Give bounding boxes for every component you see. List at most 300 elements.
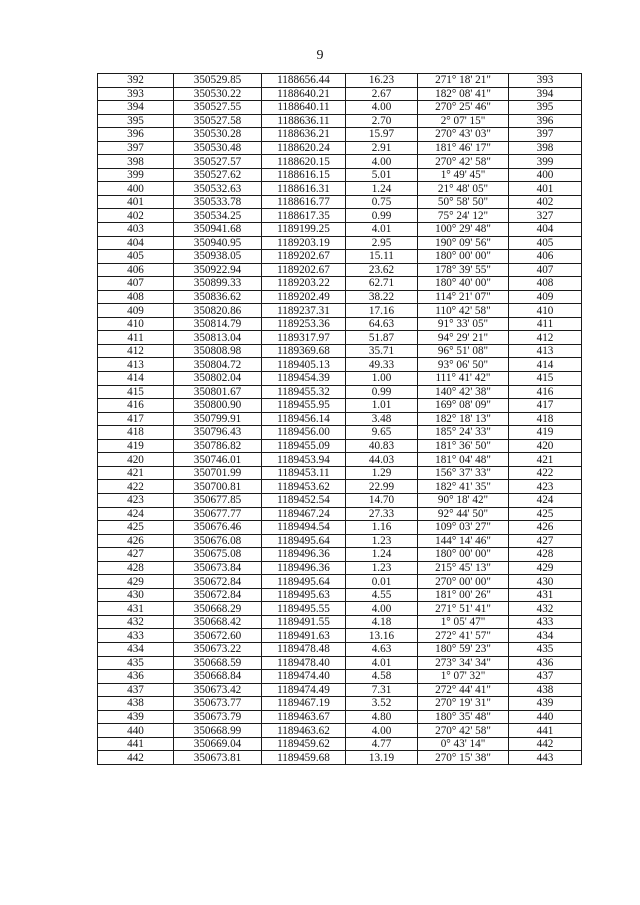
- point-number-cell: 407: [98, 277, 174, 291]
- y-coordinate-cell: 1189369.68: [262, 344, 346, 358]
- point-number-cell: 420: [98, 453, 174, 467]
- distance-cell: 4.00: [346, 101, 418, 115]
- point-number-cell: 436: [98, 670, 174, 684]
- y-coordinate-cell: 1189459.62: [262, 737, 346, 751]
- next-point-cell: 433: [509, 615, 582, 629]
- distance-cell: 4.77: [346, 737, 418, 751]
- bearing-cell: 182° 18' 13": [418, 412, 509, 426]
- next-point-cell: 436: [509, 656, 582, 670]
- distance-cell: 15.11: [346, 250, 418, 264]
- y-coordinate-cell: 1189452.54: [262, 493, 346, 507]
- y-coordinate-cell: 1189467.19: [262, 697, 346, 711]
- bearing-cell: 185° 24' 33": [418, 426, 509, 440]
- y-coordinate-cell: 1189455.09: [262, 439, 346, 453]
- bearing-cell: 114° 21' 07": [418, 290, 509, 304]
- distance-cell: 27.33: [346, 507, 418, 521]
- point-number-cell: 431: [98, 602, 174, 616]
- bearing-cell: 100° 29' 48": [418, 223, 509, 237]
- table-row: [98, 155, 582, 169]
- next-point-cell: 404: [509, 223, 582, 237]
- x-coordinate-cell: 350533.78: [174, 195, 262, 209]
- next-point-cell: 410: [509, 304, 582, 318]
- bearing-cell: 92° 44' 50": [418, 507, 509, 521]
- bearing-cell: 180° 35' 48": [418, 710, 509, 724]
- point-number-cell: 392: [98, 74, 174, 88]
- y-coordinate-cell: 1189456.14: [262, 412, 346, 426]
- y-coordinate-cell: 1189454.39: [262, 372, 346, 386]
- point-number-cell: 412: [98, 344, 174, 358]
- x-coordinate-cell: 350669.04: [174, 737, 262, 751]
- bearing-cell: 270° 25' 46": [418, 101, 509, 115]
- table-row: [98, 290, 582, 304]
- distance-cell: 2.67: [346, 87, 418, 101]
- point-number-cell: 433: [98, 629, 174, 643]
- next-point-cell: 412: [509, 331, 582, 345]
- table-row: [98, 399, 582, 413]
- bearing-cell: 1° 49' 45": [418, 168, 509, 182]
- x-coordinate-cell: 350814.79: [174, 317, 262, 331]
- bearing-cell: 144° 14' 46": [418, 534, 509, 548]
- point-number-cell: 404: [98, 236, 174, 250]
- y-coordinate-cell: 1189199.25: [262, 223, 346, 237]
- x-coordinate-cell: 350801.67: [174, 385, 262, 399]
- next-point-cell: 405: [509, 236, 582, 250]
- y-coordinate-cell: 1189463.62: [262, 724, 346, 738]
- x-coordinate-cell: 350701.99: [174, 466, 262, 480]
- y-coordinate-cell: 1189478.48: [262, 642, 346, 656]
- table-row: [98, 507, 582, 521]
- bearing-cell: 271° 18' 21": [418, 74, 509, 88]
- next-point-cell: 393: [509, 74, 582, 88]
- table-row: [98, 87, 582, 101]
- page-number: 9: [316, 48, 324, 63]
- distance-cell: 4.01: [346, 223, 418, 237]
- point-number-cell: 400: [98, 182, 174, 196]
- bearing-cell: 272° 44' 41": [418, 683, 509, 697]
- point-number-cell: 415: [98, 385, 174, 399]
- table-row: [98, 642, 582, 656]
- y-coordinate-cell: 1189495.55: [262, 602, 346, 616]
- next-point-cell: 434: [509, 629, 582, 643]
- y-coordinate-cell: 1188620.24: [262, 141, 346, 155]
- table-row: [98, 724, 582, 738]
- point-number-cell: 441: [98, 737, 174, 751]
- table-row: [98, 317, 582, 331]
- next-point-cell: 398: [509, 141, 582, 155]
- y-coordinate-cell: 1188616.15: [262, 168, 346, 182]
- bearing-cell: 190° 09' 56": [418, 236, 509, 250]
- next-point-cell: 431: [509, 588, 582, 602]
- y-coordinate-cell: 1189494.54: [262, 521, 346, 535]
- distance-cell: 2.95: [346, 236, 418, 250]
- table-row: [98, 588, 582, 602]
- table-row: [98, 263, 582, 277]
- y-coordinate-cell: 1189496.36: [262, 561, 346, 575]
- point-number-cell: 409: [98, 304, 174, 318]
- table-row: [98, 195, 582, 209]
- x-coordinate-cell: 350673.77: [174, 697, 262, 711]
- point-number-cell: 425: [98, 521, 174, 535]
- table-row: [98, 466, 582, 480]
- distance-cell: 51.87: [346, 331, 418, 345]
- y-coordinate-cell: 1189202.49: [262, 290, 346, 304]
- x-coordinate-cell: 350675.08: [174, 548, 262, 562]
- table-row: [98, 493, 582, 507]
- distance-cell: 3.52: [346, 697, 418, 711]
- table-row: [98, 236, 582, 250]
- next-point-cell: 437: [509, 670, 582, 684]
- y-coordinate-cell: 1189467.24: [262, 507, 346, 521]
- point-number-cell: 428: [98, 561, 174, 575]
- bearing-cell: 181° 46' 17": [418, 141, 509, 155]
- bearing-cell: 271° 51' 41": [418, 602, 509, 616]
- bearing-cell: 178° 39' 55": [418, 263, 509, 277]
- next-point-cell: 417: [509, 399, 582, 413]
- bearing-cell: 93° 06' 50": [418, 358, 509, 372]
- x-coordinate-cell: 350530.48: [174, 141, 262, 155]
- distance-cell: 14.70: [346, 493, 418, 507]
- next-point-cell: 395: [509, 101, 582, 115]
- x-coordinate-cell: 350673.22: [174, 642, 262, 656]
- next-point-cell: 397: [509, 128, 582, 142]
- y-coordinate-cell: 1189202.67: [262, 250, 346, 264]
- x-coordinate-cell: 350804.72: [174, 358, 262, 372]
- distance-cell: 1.23: [346, 561, 418, 575]
- distance-cell: 13.16: [346, 629, 418, 643]
- bearing-cell: 110° 42' 58": [418, 304, 509, 318]
- next-point-cell: 438: [509, 683, 582, 697]
- x-coordinate-cell: 350786.82: [174, 439, 262, 453]
- y-coordinate-cell: 1188616.77: [262, 195, 346, 209]
- point-number-cell: 393: [98, 87, 174, 101]
- distance-cell: 44.03: [346, 453, 418, 467]
- x-coordinate-cell: 350530.28: [174, 128, 262, 142]
- y-coordinate-cell: 1189203.19: [262, 236, 346, 250]
- x-coordinate-cell: 350813.04: [174, 331, 262, 345]
- distance-cell: 4.00: [346, 155, 418, 169]
- distance-cell: 5.01: [346, 168, 418, 182]
- y-coordinate-cell: 1189495.64: [262, 575, 346, 589]
- x-coordinate-cell: 350668.99: [174, 724, 262, 738]
- next-point-cell: 421: [509, 453, 582, 467]
- table-row: [98, 548, 582, 562]
- next-point-cell: 327: [509, 209, 582, 223]
- table-row: [98, 629, 582, 643]
- x-coordinate-cell: 350677.85: [174, 493, 262, 507]
- x-coordinate-cell: 350672.84: [174, 588, 262, 602]
- distance-cell: 4.80: [346, 710, 418, 724]
- next-point-cell: 426: [509, 521, 582, 535]
- x-coordinate-cell: 350672.60: [174, 629, 262, 643]
- distance-cell: 1.01: [346, 399, 418, 413]
- distance-cell: 1.16: [346, 521, 418, 535]
- table-row: [98, 209, 582, 223]
- next-point-cell: 411: [509, 317, 582, 331]
- x-coordinate-cell: 350668.59: [174, 656, 262, 670]
- point-number-cell: 396: [98, 128, 174, 142]
- table-row: [98, 331, 582, 345]
- next-point-cell: 415: [509, 372, 582, 386]
- next-point-cell: 409: [509, 290, 582, 304]
- y-coordinate-cell: 1189496.36: [262, 548, 346, 562]
- point-number-cell: 397: [98, 141, 174, 155]
- point-number-cell: 414: [98, 372, 174, 386]
- x-coordinate-cell: 350922.94: [174, 263, 262, 277]
- next-point-cell: 439: [509, 697, 582, 711]
- x-coordinate-cell: 350673.79: [174, 710, 262, 724]
- x-coordinate-cell: 350799.91: [174, 412, 262, 426]
- next-point-cell: 441: [509, 724, 582, 738]
- next-point-cell: 422: [509, 466, 582, 480]
- table-row: [98, 615, 582, 629]
- distance-cell: 0.01: [346, 575, 418, 589]
- table-row: [98, 304, 582, 318]
- point-number-cell: 442: [98, 751, 174, 765]
- x-coordinate-cell: 350527.55: [174, 101, 262, 115]
- point-number-cell: 432: [98, 615, 174, 629]
- point-number-cell: 394: [98, 101, 174, 115]
- x-coordinate-cell: 350532.63: [174, 182, 262, 196]
- table-row: [98, 439, 582, 453]
- y-coordinate-cell: 1189453.62: [262, 480, 346, 494]
- point-number-cell: 399: [98, 168, 174, 182]
- next-point-cell: 430: [509, 575, 582, 589]
- y-coordinate-cell: 1189405.13: [262, 358, 346, 372]
- distance-cell: 4.63: [346, 642, 418, 656]
- x-coordinate-cell: 350677.77: [174, 507, 262, 521]
- next-point-cell: 429: [509, 561, 582, 575]
- distance-cell: 35.71: [346, 344, 418, 358]
- distance-cell: 1.00: [346, 372, 418, 386]
- x-coordinate-cell: 350940.95: [174, 236, 262, 250]
- point-number-cell: 440: [98, 724, 174, 738]
- point-number-cell: 413: [98, 358, 174, 372]
- next-point-cell: 442: [509, 737, 582, 751]
- y-coordinate-cell: 1189495.63: [262, 588, 346, 602]
- bearing-cell: 180° 00' 00": [418, 250, 509, 264]
- x-coordinate-cell: 350534.25: [174, 209, 262, 223]
- point-number-cell: 403: [98, 223, 174, 237]
- x-coordinate-cell: 350668.29: [174, 602, 262, 616]
- next-point-cell: 400: [509, 168, 582, 182]
- table-row: [98, 737, 582, 751]
- bearing-cell: 215° 45' 13": [418, 561, 509, 575]
- bearing-cell: 181° 04' 48": [418, 453, 509, 467]
- x-coordinate-cell: 350672.84: [174, 575, 262, 589]
- point-number-cell: 418: [98, 426, 174, 440]
- distance-cell: 1.24: [346, 182, 418, 196]
- y-coordinate-cell: 1189453.94: [262, 453, 346, 467]
- next-point-cell: 394: [509, 87, 582, 101]
- point-number-cell: 395: [98, 114, 174, 128]
- distance-cell: 4.00: [346, 602, 418, 616]
- next-point-cell: 407: [509, 263, 582, 277]
- bearing-cell: 156° 37' 33": [418, 466, 509, 480]
- x-coordinate-cell: 350527.57: [174, 155, 262, 169]
- x-coordinate-cell: 350673.42: [174, 683, 262, 697]
- distance-cell: 1.23: [346, 534, 418, 548]
- table-row: [98, 751, 582, 765]
- next-point-cell: 418: [509, 412, 582, 426]
- distance-cell: 4.00: [346, 724, 418, 738]
- point-number-cell: 411: [98, 331, 174, 345]
- x-coordinate-cell: 350527.62: [174, 168, 262, 182]
- next-point-cell: 425: [509, 507, 582, 521]
- table-row: [98, 561, 582, 575]
- x-coordinate-cell: 350673.81: [174, 751, 262, 765]
- x-coordinate-cell: 350700.81: [174, 480, 262, 494]
- distance-cell: 1.29: [346, 466, 418, 480]
- y-coordinate-cell: 1189203.22: [262, 277, 346, 291]
- x-coordinate-cell: 350668.42: [174, 615, 262, 629]
- next-point-cell: 402: [509, 195, 582, 209]
- y-coordinate-cell: 1188636.21: [262, 128, 346, 142]
- next-point-cell: 432: [509, 602, 582, 616]
- table-body: [98, 74, 582, 765]
- next-point-cell: 419: [509, 426, 582, 440]
- table-row: [98, 385, 582, 399]
- bearing-cell: 270° 43' 03": [418, 128, 509, 142]
- bearing-cell: 270° 42' 58": [418, 724, 509, 738]
- bearing-cell: 111° 41' 42": [418, 372, 509, 386]
- point-number-cell: 410: [98, 317, 174, 331]
- y-coordinate-cell: 1189495.64: [262, 534, 346, 548]
- point-number-cell: 430: [98, 588, 174, 602]
- point-number-cell: 405: [98, 250, 174, 264]
- point-number-cell: 426: [98, 534, 174, 548]
- bearing-cell: 75° 24' 12": [418, 209, 509, 223]
- x-coordinate-cell: 350899.33: [174, 277, 262, 291]
- distance-cell: 4.01: [346, 656, 418, 670]
- distance-cell: 2.91: [346, 141, 418, 155]
- distance-cell: 4.55: [346, 588, 418, 602]
- y-coordinate-cell: 1189474.49: [262, 683, 346, 697]
- bearing-cell: 180° 00' 00": [418, 548, 509, 562]
- bearing-cell: 50° 58' 50": [418, 195, 509, 209]
- y-coordinate-cell: 1189317.97: [262, 331, 346, 345]
- next-point-cell: 396: [509, 114, 582, 128]
- next-point-cell: 399: [509, 155, 582, 169]
- x-coordinate-cell: 350527.58: [174, 114, 262, 128]
- point-number-cell: 417: [98, 412, 174, 426]
- next-point-cell: 408: [509, 277, 582, 291]
- y-coordinate-cell: 1188640.21: [262, 87, 346, 101]
- x-coordinate-cell: 350836.62: [174, 290, 262, 304]
- y-coordinate-cell: 1189237.31: [262, 304, 346, 318]
- y-coordinate-cell: 1189474.40: [262, 670, 346, 684]
- table-row: [98, 114, 582, 128]
- y-coordinate-cell: 1189253.36: [262, 317, 346, 331]
- next-point-cell: 424: [509, 493, 582, 507]
- bearing-cell: 1° 07' 32": [418, 670, 509, 684]
- y-coordinate-cell: 1188656.44: [262, 74, 346, 88]
- distance-cell: 1.24: [346, 548, 418, 562]
- bearing-cell: 96° 51' 08": [418, 344, 509, 358]
- x-coordinate-cell: 350529.85: [174, 74, 262, 88]
- y-coordinate-cell: 1189455.32: [262, 385, 346, 399]
- coordinate-table: [97, 73, 582, 765]
- x-coordinate-cell: 350938.05: [174, 250, 262, 264]
- distance-cell: 7.31: [346, 683, 418, 697]
- bearing-cell: 2° 07' 15": [418, 114, 509, 128]
- distance-cell: 4.18: [346, 615, 418, 629]
- bearing-cell: 1° 05' 47": [418, 615, 509, 629]
- table-row: [98, 101, 582, 115]
- table-row: [98, 670, 582, 684]
- bearing-cell: 181° 00' 26": [418, 588, 509, 602]
- table-row: [98, 683, 582, 697]
- y-coordinate-cell: 1189491.55: [262, 615, 346, 629]
- distance-cell: 9.65: [346, 426, 418, 440]
- table-row: [98, 602, 582, 616]
- table-row: [98, 182, 582, 196]
- next-point-cell: 416: [509, 385, 582, 399]
- distance-cell: 49.33: [346, 358, 418, 372]
- bearing-cell: 182° 41' 35": [418, 480, 509, 494]
- next-point-cell: 435: [509, 642, 582, 656]
- x-coordinate-cell: 350746.01: [174, 453, 262, 467]
- bearing-cell: 272° 41' 57": [418, 629, 509, 643]
- y-coordinate-cell: 1188616.31: [262, 182, 346, 196]
- x-coordinate-cell: 350941.68: [174, 223, 262, 237]
- bearing-cell: 180° 40' 00": [418, 277, 509, 291]
- point-number-cell: 437: [98, 683, 174, 697]
- y-coordinate-cell: 1189202.67: [262, 263, 346, 277]
- distance-cell: 0.75: [346, 195, 418, 209]
- y-coordinate-cell: 1189463.67: [262, 710, 346, 724]
- distance-cell: 17.16: [346, 304, 418, 318]
- distance-cell: 15.97: [346, 128, 418, 142]
- table-row: [98, 74, 582, 88]
- distance-cell: 0.99: [346, 385, 418, 399]
- next-point-cell: 443: [509, 751, 582, 765]
- bearing-cell: 109° 03' 27": [418, 521, 509, 535]
- bearing-cell: 270° 19' 31": [418, 697, 509, 711]
- table-row: [98, 412, 582, 426]
- x-coordinate-cell: 350668.84: [174, 670, 262, 684]
- point-number-cell: 406: [98, 263, 174, 277]
- y-coordinate-cell: 1189455.95: [262, 399, 346, 413]
- point-number-cell: 416: [98, 399, 174, 413]
- y-coordinate-cell: 1189478.40: [262, 656, 346, 670]
- table-row: [98, 521, 582, 535]
- table-row: [98, 168, 582, 182]
- y-coordinate-cell: 1188636.11: [262, 114, 346, 128]
- x-coordinate-cell: 350808.98: [174, 344, 262, 358]
- bearing-cell: 270° 15' 38": [418, 751, 509, 765]
- next-point-cell: 428: [509, 548, 582, 562]
- y-coordinate-cell: 1189491.63: [262, 629, 346, 643]
- point-number-cell: 423: [98, 493, 174, 507]
- table-row: [98, 141, 582, 155]
- bearing-cell: 0° 43' 14": [418, 737, 509, 751]
- distance-cell: 38.22: [346, 290, 418, 304]
- next-point-cell: 406: [509, 250, 582, 264]
- table-row: [98, 277, 582, 291]
- y-coordinate-cell: 1188640.11: [262, 101, 346, 115]
- bearing-cell: 94° 29' 21": [418, 331, 509, 345]
- point-number-cell: 422: [98, 480, 174, 494]
- bearing-cell: 181° 36' 50": [418, 439, 509, 453]
- distance-cell: 13.19: [346, 751, 418, 765]
- table-row: [98, 480, 582, 494]
- distance-cell: 2.70: [346, 114, 418, 128]
- distance-cell: 4.58: [346, 670, 418, 684]
- bearing-cell: 90° 18' 42": [418, 493, 509, 507]
- point-number-cell: 419: [98, 439, 174, 453]
- x-coordinate-cell: 350676.46: [174, 521, 262, 535]
- point-number-cell: 421: [98, 466, 174, 480]
